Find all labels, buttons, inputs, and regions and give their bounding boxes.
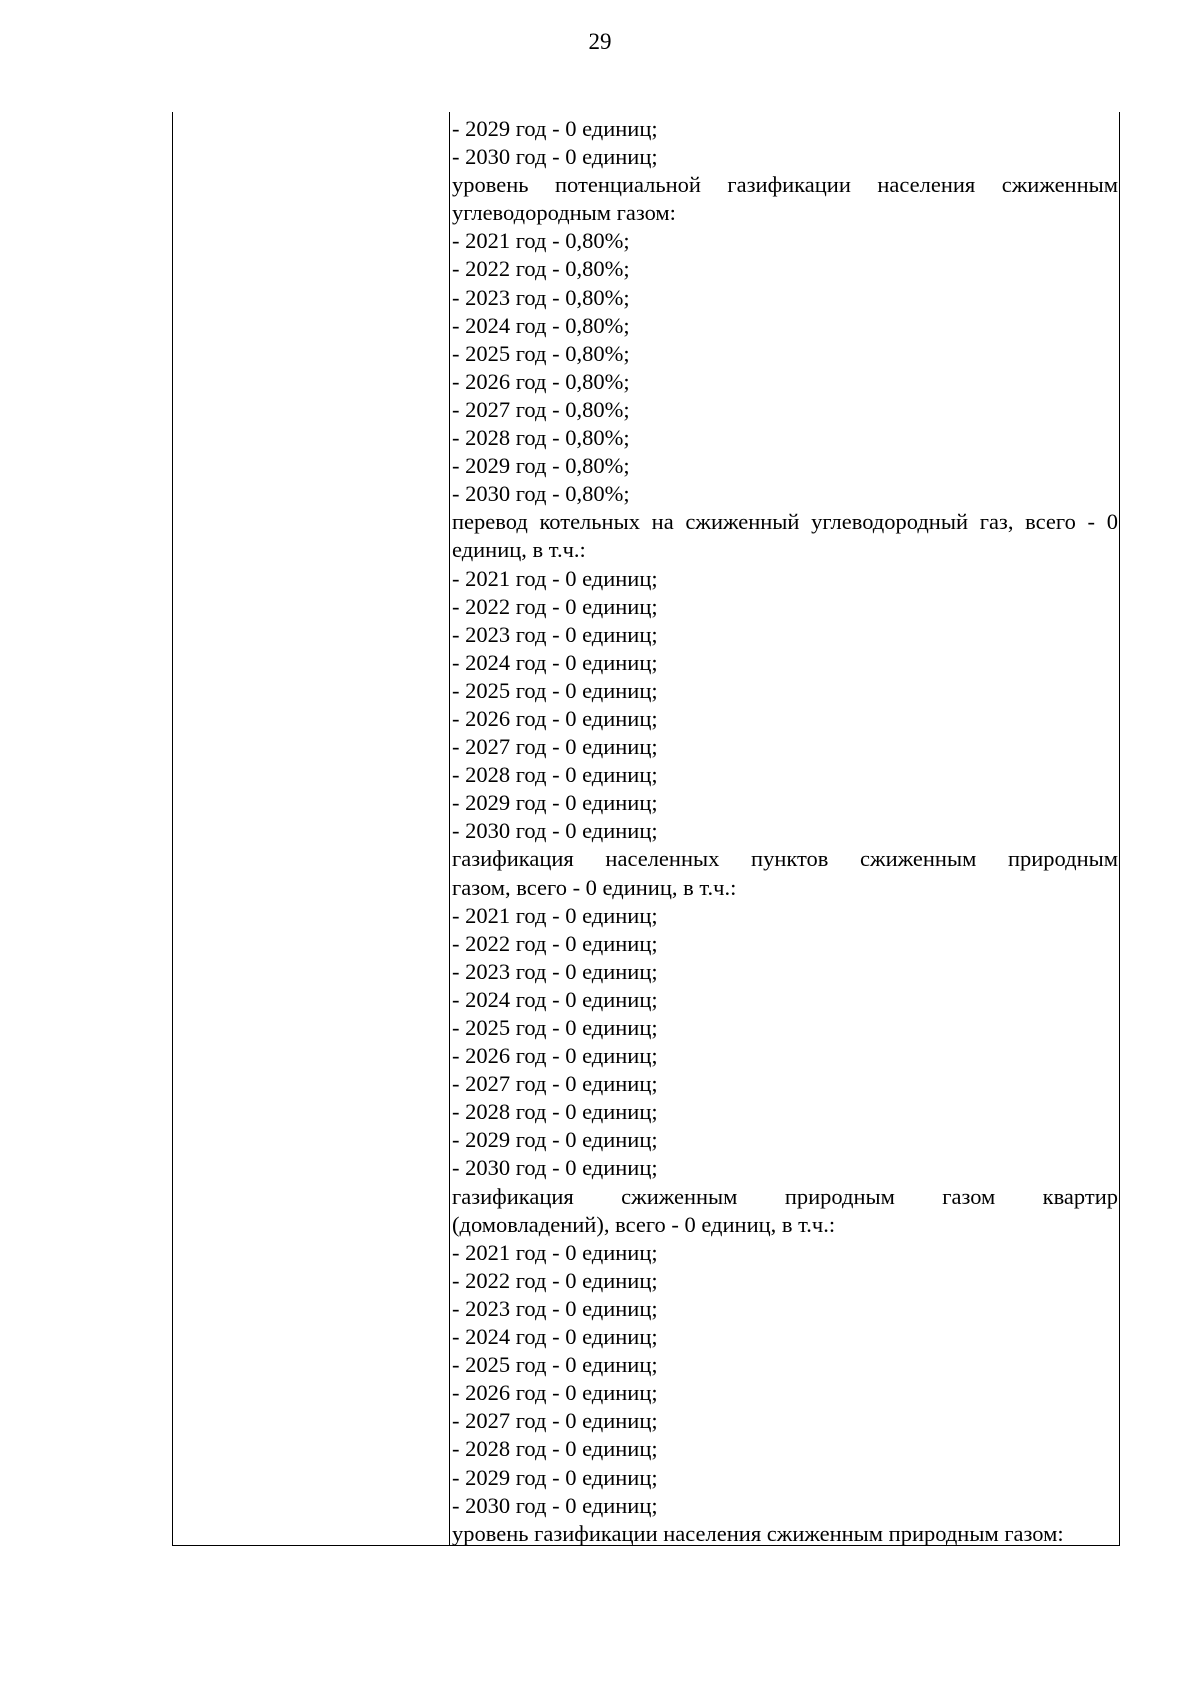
text-line: - 2029 год - 0 единиц; bbox=[452, 1464, 658, 1490]
text-line: - 2029 год - 0,80%; bbox=[452, 453, 630, 479]
text-line: - 2030 год - 0 единиц; bbox=[452, 1492, 658, 1518]
text-line: - 2030 год - 0 единиц; bbox=[452, 818, 658, 844]
text-line: - 2021 год - 0 единиц; bbox=[452, 1239, 658, 1265]
text-line: - 2030 год - 0 единиц; bbox=[452, 1155, 658, 1181]
table-left-column bbox=[173, 112, 450, 1545]
page-number: 29 bbox=[588, 29, 612, 54]
text-line: - 2024 год - 0 единиц; bbox=[452, 649, 658, 675]
text-line: - 2030 год - 0 единиц; bbox=[452, 144, 658, 170]
text-line: - 2025 год - 0 единиц; bbox=[452, 1015, 658, 1040]
text-line: - 2021 год - 0 единиц; bbox=[452, 565, 658, 591]
text-line: - 2021 год - 0 единиц; bbox=[452, 902, 658, 928]
text-line: - 2026 год - 0 единиц; bbox=[452, 705, 658, 731]
text-line: - 2029 год - 0 единиц; bbox=[452, 1127, 658, 1153]
table-right-column bbox=[452, 115, 1118, 1548]
text-line: газификация населенных пунктов сжиженным природным bbox=[452, 846, 1118, 872]
text-line: - 2022 год - 0 единиц; bbox=[452, 593, 658, 619]
text-line: - 2027 год - 0 единиц; bbox=[452, 1408, 658, 1434]
text-line: - 2026 год - 0 единиц; bbox=[452, 1380, 658, 1406]
text-line: - 2028 год - 0 единиц; bbox=[452, 762, 658, 788]
text-line: - 2026 год - 0 единиц; bbox=[452, 1043, 658, 1069]
text-line: - 2025 год - 0 единиц; bbox=[452, 1352, 658, 1378]
text-line: - 2027 год - 0 единиц; bbox=[452, 1071, 658, 1097]
text-line: - 2024 год - 0 единиц; bbox=[452, 986, 658, 1012]
text-line: уровень газификации населения сжиженным природным газом: bbox=[452, 1520, 1064, 1546]
text-line: - 2023 год - 0 единиц; bbox=[452, 958, 658, 984]
text-line: - 2029 год - 0 единиц; bbox=[452, 116, 658, 141]
text-line: - 2021 год - 0,80%; bbox=[452, 228, 630, 254]
text-line: - 2028 год - 0 единиц; bbox=[452, 1099, 658, 1125]
text-line: - 2022 год - 0,80%; bbox=[452, 256, 630, 282]
text-line: - 2022 год - 0 единиц; bbox=[452, 1267, 658, 1293]
text-line: газом, всего - 0 единиц, в т.ч.: bbox=[452, 874, 737, 900]
text-line: - 2022 год - 0 единиц; bbox=[452, 930, 658, 956]
text-line: - 2024 год - 0 единиц; bbox=[452, 1324, 658, 1350]
text-line: - 2028 год - 0,80%; bbox=[452, 425, 630, 451]
text-line: - 2023 год - 0 единиц; bbox=[452, 621, 658, 647]
text-line: - 2023 год - 0 единиц; bbox=[452, 1295, 658, 1321]
text-line: - 2030 год - 0,80%; bbox=[452, 481, 630, 507]
text-line: (домовладений), всего - 0 единиц, в т.ч.: bbox=[452, 1211, 836, 1237]
text-line: газификация сжиженным природным газом квартир bbox=[452, 1183, 1118, 1209]
text-line: уровень потенциальной газификации населения сжиженным bbox=[452, 172, 1118, 198]
text-line: - 2025 год - 0,80%; bbox=[452, 340, 630, 366]
text-line: углеводородным газом: bbox=[452, 200, 676, 226]
text-line: - 2027 год - 0,80%; bbox=[452, 396, 630, 422]
document-table bbox=[172, 112, 1120, 1546]
text-line: - 2023 год - 0,80%; bbox=[452, 284, 630, 310]
text-line: - 2024 год - 0,80%; bbox=[452, 312, 630, 338]
text-line: перевод котельных на сжиженный углеводородный газ, всего - 0 bbox=[452, 509, 1118, 535]
text-line: - 2029 год - 0 единиц; bbox=[452, 790, 658, 816]
text-line: - 2027 год - 0 единиц; bbox=[452, 734, 658, 760]
text-line: - 2026 год - 0,80%; bbox=[452, 368, 630, 394]
text-line: - 2028 год - 0 единиц; bbox=[452, 1436, 658, 1462]
text-line: единиц, в т.ч.: bbox=[452, 537, 586, 563]
text-line: - 2025 год - 0 единиц; bbox=[452, 677, 658, 703]
